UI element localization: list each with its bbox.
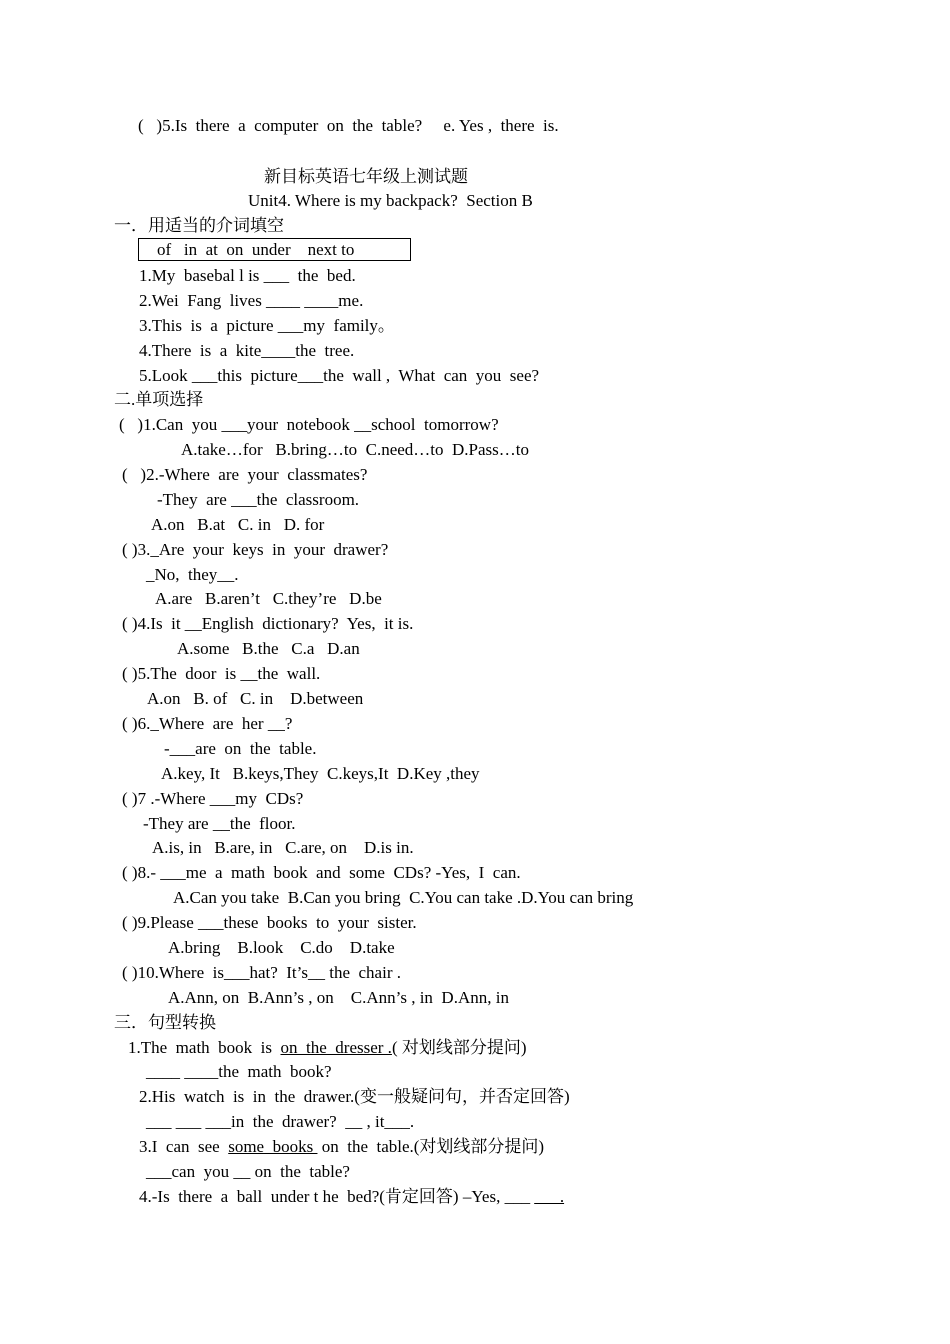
part1-item-5: 5.Look ___this picture___the wall , What can you see? — [139, 366, 540, 385]
mc-q2-line2: -They are ___the classroom. — [157, 490, 360, 509]
mc-q4-options: A.some B.the C.a D.an — [177, 639, 360, 658]
prior-question-5: ( )5.Is there a computer on the table? e. Yes , there is. — [138, 116, 559, 135]
part1-item-1: 1.My basebal l is ___ the bed. — [139, 266, 356, 285]
mc-q5-options: A.on B. of C. in D.between — [147, 689, 364, 708]
mc-q3: ( )3._Are your keys in your drawer? — [122, 540, 389, 559]
page-subtitle: Unit4. Where is my backpack? Section B — [248, 191, 533, 210]
mc-q9: ( )9.Please ___these books to your sister. — [122, 913, 417, 932]
transform-q2-answer: ___ ___ ___in the drawer? __ , it___. — [146, 1112, 415, 1131]
mc-q6-options: A.key, It B.keys,They C.keys,It D.Key ,they — [161, 764, 480, 783]
mc-q6-line2: -___are on the table. — [164, 739, 317, 758]
mc-q2: ( )2.-Where are your classmates? — [122, 465, 368, 484]
mc-q8: ( )8.- ___me a math book and some CDs? -Yes, I can. — [122, 863, 521, 882]
transform-q1-text: 1.The math book is — [128, 1038, 281, 1057]
transform-q1-answer: ____ ____the math book? — [146, 1062, 332, 1081]
mc-q7-options: A.is, in B.are, in C.are, on D.is in. — [152, 838, 414, 857]
transform-q1 — [128, 1038, 527, 1058]
mc-q7: ( )7 .-Where ___my CDs? — [122, 789, 304, 808]
mc-q3-line2: _No, they__. — [146, 565, 239, 584]
mc-q5: ( )5.The door is __the wall. — [122, 664, 321, 683]
part1-heading: 一．用适当的介词填空 — [114, 216, 284, 235]
transform-q3-underlined: some books — [228, 1137, 318, 1156]
transform-q4-text: 4.-Is there a ball under t he bed?(肯定回答) –Yes, ___ — [139, 1187, 535, 1206]
part2-heading: 二.单项选择 — [114, 390, 204, 409]
mc-q1-options: A.take…for B.bring…to C.need…to D.Pass…to — [181, 440, 529, 459]
transform-q3-text: 3.I can see — [139, 1137, 229, 1156]
part1-item-3: 3.This is a picture ___my family。 — [139, 316, 395, 335]
page-title: 新目标英语七年级上测试题 — [264, 167, 468, 186]
part1-item-2: 2.Wei Fang lives ____ ____me. — [139, 291, 364, 310]
transform-q3-instruction: on the table.(对划线部分提问) — [317, 1137, 545, 1156]
mc-q10-options: A.Ann, on B.Ann’s , on C.Ann’s , in D.Ann, in — [168, 988, 509, 1007]
transform-q1-instruction: ( 对划线部分提问) — [391, 1038, 527, 1057]
mc-q7-line2: -They are __the floor. — [143, 814, 296, 833]
transform-q1-underlined: on the dresser . — [280, 1038, 392, 1057]
transform-q4-underlined: ___. — [534, 1187, 565, 1206]
mc-q9-options: A.bring B.look C.do D.take — [168, 938, 395, 957]
mc-q10: ( )10.Where is___hat? It’s__ the chair . — [122, 963, 401, 982]
transform-q2: 2.His watch is in the drawer.(变一般疑问句，并否定回答) — [139, 1087, 570, 1106]
part1-item-4: 4.There is a kite____the tree. — [139, 341, 355, 360]
transform-q3 — [139, 1137, 544, 1157]
mc-q2-options: A.on B.at C. in D. for — [151, 515, 325, 534]
transform-q3-answer: ___can you __ on the table? — [146, 1162, 350, 1181]
mc-q1: ( )1.Can you ___your notebook __school tomorrow? — [119, 415, 499, 434]
word-box-text: of in at on under next to — [157, 240, 355, 259]
mc-q3-options: A.are B.aren’t C.they’re D.be — [155, 589, 382, 608]
mc-q6: ( )6._Where are her __? — [122, 714, 293, 733]
mc-q4: ( )4.Is it __English dictionary? Yes, it is. — [122, 614, 414, 633]
word-box — [138, 238, 411, 261]
mc-q8-options: A.Can you take B.Can you bring C.You can take .D.You can bring — [173, 888, 634, 907]
part3-heading: 三．句型转换 — [114, 1013, 216, 1032]
transform-q4 — [139, 1187, 564, 1207]
